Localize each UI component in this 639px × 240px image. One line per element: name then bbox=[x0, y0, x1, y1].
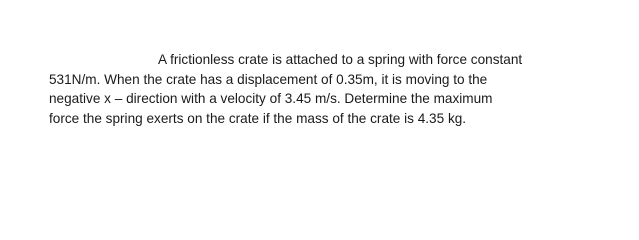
problem-statement bbox=[49, 50, 609, 128]
problem-line: force the spring exerts on the crate if the mass of the crate is 4.35 kg. bbox=[49, 110, 467, 126]
problem-line: A frictionless crate is attached to a spring with force constant bbox=[158, 52, 523, 67]
problem-line: 531N/m. When the crate has a displacement of 0.35m, it is moving to the bbox=[49, 71, 488, 87]
problem-line: negative x – direction with a velocity of 3.45 m/s. Determine the maximum bbox=[49, 91, 493, 106]
